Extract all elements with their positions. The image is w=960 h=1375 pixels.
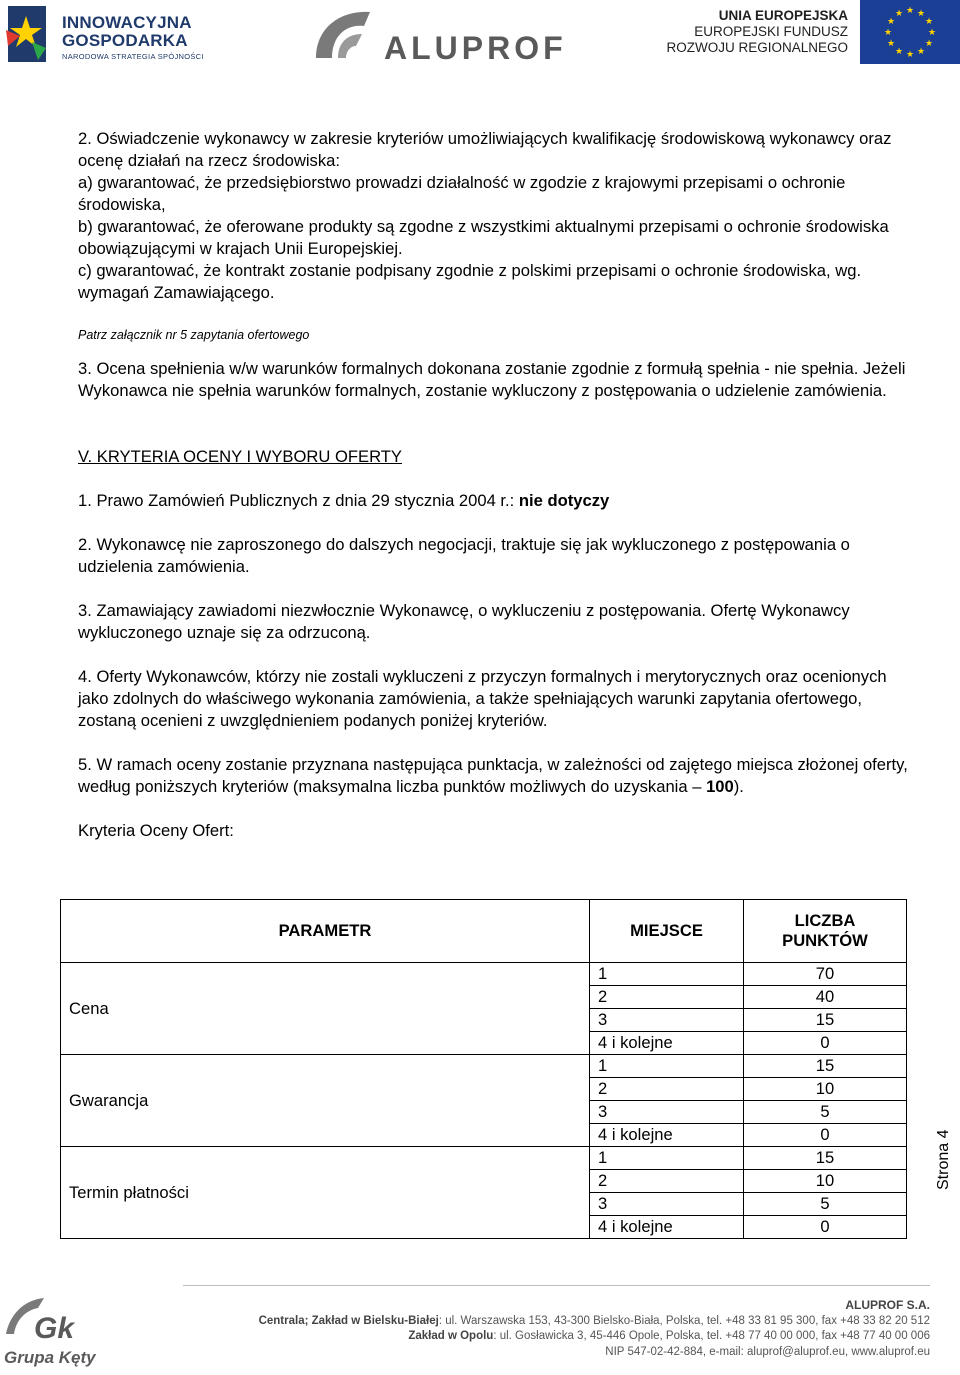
aluprof-wordmark: ALUPROF: [384, 30, 567, 66]
table-row: [61, 1147, 907, 1170]
points-cell: 0: [744, 1124, 907, 1147]
points-cell: 70: [744, 963, 907, 986]
points-cell: 0: [744, 1216, 907, 1239]
v1-text: 1. Prawo Zamówień Publicznych z dnia 29 stycznia 2004 r.:: [78, 491, 519, 510]
svg-text:★: ★: [924, 17, 934, 27]
place-cell: 1: [590, 1147, 744, 1170]
place-cell: 2: [590, 1170, 744, 1193]
criterion-name: Gwarancja: [61, 1055, 590, 1147]
v1-bold: nie dotyczy: [518, 491, 610, 510]
gk-mark-text: Gk: [34, 1312, 75, 1345]
points-cell: 0: [744, 1032, 907, 1055]
points-cell: 15: [744, 1055, 907, 1078]
place-cell: 2: [590, 1078, 744, 1101]
points-cell: 5: [744, 1101, 907, 1124]
svg-text:★: ★: [894, 47, 904, 57]
paragraph-v5: [78, 754, 908, 798]
paragraph-v4: 4. Oferty Wykonawców, którzy nie zostali wykluczeni z przyczyn formalnych i merytorycznych oraz ocenionych jako zdolnych do właściwego wykonania zamówienia, a także spełniających warunki zapytania ofertowego, zostaną ocenieni z uwzględnieniem podanych poniżej kryteriów.: [78, 667, 887, 730]
eu-text: [666, 8, 848, 56]
gk-name: Grupa Kęty: [4, 1348, 96, 1367]
footer-line2-text: : ul. Gosławicka 3, 45-446 Opole, Polska, tel. +48 77 40 00 000, fax +48 77 40 00 006: [493, 1330, 930, 1342]
header-points: LICZBA PUNKTÓW: [744, 900, 907, 963]
attachment-note: Patrz załącznik nr 5 zapytania ofertowego: [78, 328, 310, 342]
eu-line3: ROZWOJU REGIONALNEGO: [666, 40, 848, 55]
paragraph-2c: c) gwarantować, że kontrakt zostanie podpisany zgodnie z polskimi przepisami o ochronie środowiska, wg. wymagań Zamawiającego.: [78, 261, 862, 302]
place-cell: 2: [590, 986, 744, 1009]
place-cell: 4 i kolejne: [590, 1216, 744, 1239]
place-cell: 3: [590, 1101, 744, 1124]
svg-text:★: ★: [927, 28, 937, 38]
footer-line2: [259, 1329, 930, 1345]
place-cell: 4 i kolejne: [590, 1124, 744, 1147]
ig-sub: NARODOWA STRATEGIA SPÓJNOŚCI: [62, 52, 204, 61]
paragraph-v1: [78, 490, 908, 512]
paragraph-v3: 3. Zamawiający zawiadomi niezwłocznie Wykonawcę, o wykluczeniu z postępowania. Ofertę Wykonawcy wykluczonego uznaje się za odrzuconą.: [78, 601, 850, 642]
table-row: [61, 1055, 907, 1078]
footer-address: [259, 1298, 930, 1360]
aluprof-mark-icon: [312, 6, 382, 66]
header-param: PARAMETR: [61, 900, 590, 963]
footer-company: ALUPROF S.A.: [845, 1298, 930, 1312]
eu-logo: [666, 6, 960, 68]
section-heading: V. KRYTERIA OCENY I WYBORU OFERTY: [78, 447, 402, 466]
place-cell: 3: [590, 1009, 744, 1032]
page-header: [0, 0, 960, 70]
criteria-table: [60, 899, 907, 1239]
place-cell: 3: [590, 1193, 744, 1216]
paragraph-3: 3. Ocena spełnienia w/w warunków formalnych dokonana zostanie zgodnie z formułą spełnia - nie spełnia. Jeżeli Wykonawca nie spełnia warunków formalnych, zostanie wykluczony z postępowania o udzielenie zamówienia.: [78, 359, 906, 400]
criterion-name: Cena: [61, 963, 590, 1055]
table-header-row: [61, 900, 907, 963]
aluprof-logo: [312, 6, 602, 66]
paragraph-2a: a) gwarantować, że przedsiębiorstwo prowadzi działalność w zgodzie z krajowymi przepisami o ochronie środowiska,: [78, 173, 846, 214]
gk-mark-icon: [4, 1294, 94, 1348]
eu-flag-icon: [860, 0, 960, 64]
header-place: MIEJSCE: [590, 900, 744, 963]
points-cell: 40: [744, 986, 907, 1009]
svg-text:★: ★: [916, 47, 926, 57]
svg-text:★: ★: [924, 39, 934, 49]
paragraph-2: 2. Oświadczenie wykonawcy w zakresie kryteriów umożliwiających kwalifikację środowiskową wykonawcy oraz ocenę działań na rzecz środowiska:: [78, 129, 892, 170]
criterion-name: Termin płatności: [61, 1147, 590, 1239]
svg-text:★: ★: [883, 28, 893, 38]
grupa-kety-logo: [0, 1290, 120, 1370]
ig-star-icon: [6, 2, 50, 66]
v5-text: 5. W ramach oceny zostanie przyznana następująca punktacja, w zależności od zajętego miejsca złożonej oferty, według poniższych kryteriów (maksymalna liczba punktów możliwych do uzyskania –: [78, 755, 908, 796]
criteria-label: Kryteria Oceny Ofert:: [78, 821, 234, 840]
v5-end: ).: [733, 777, 744, 796]
place-cell: 1: [590, 1055, 744, 1078]
points-cell: 15: [744, 1147, 907, 1170]
svg-text:★: ★: [905, 50, 915, 60]
svg-text:★: ★: [886, 17, 896, 27]
place-cell: 1: [590, 963, 744, 986]
footer-line1: [259, 1314, 930, 1330]
eu-line1: UNIA EUROPEJSKA: [718, 8, 848, 23]
footer-line1-text: : ul. Warszawska 153, 43-300 Bielsko-Biała, Polska, tel. +48 33 81 95 300, fax +48 33 82 20 512: [438, 1314, 930, 1327]
points-cell: 10: [744, 1170, 907, 1193]
footer-line3: NIP 547-02-42-884, e-mail: aluprof@aluprof.eu, www.aluprof.eu: [605, 1345, 930, 1358]
ig-logo-text: [62, 14, 192, 50]
innowacyjna-gospodarka-logo: [6, 2, 206, 66]
points-cell: 10: [744, 1078, 907, 1101]
points-cell: 15: [744, 1009, 907, 1032]
table-row: [61, 963, 907, 986]
paragraph-v2: 2. Wykonawcę nie zaproszonego do dalszych negocjacji, traktuje się jak wykluczonego z postępowania o udzielenia zamówienia.: [78, 535, 850, 576]
svg-text:★: ★: [905, 6, 915, 16]
footer-line1-bold: Centrala; Zakład w Bielsku-Białej: [258, 1314, 439, 1327]
svg-text:★: ★: [916, 9, 926, 19]
document-body: [78, 128, 908, 842]
eu-line2: EUROPEJSKI FUNDUSZ: [694, 24, 848, 39]
place-cell: 4 i kolejne: [590, 1032, 744, 1055]
points-cell: 5: [744, 1193, 907, 1216]
page-number: Strona 4: [935, 1129, 952, 1190]
ig-line1: INNOWACYJNA: [62, 13, 192, 32]
svg-text:★: ★: [894, 9, 904, 19]
paragraph-2b: b) gwarantować, że oferowane produkty są zgodne z wszystkimi aktualnymi przepisami o ochronie środowiska obowiązującymi w krajach Unii Europejskiej.: [78, 217, 889, 258]
footer-divider: [183, 1285, 930, 1286]
v5-bold: 100: [706, 777, 734, 796]
footer-line2-bold: Zakład w Opolu: [408, 1330, 494, 1342]
ig-line2: GOSPODARKA: [62, 31, 188, 50]
svg-text:★: ★: [886, 39, 896, 49]
